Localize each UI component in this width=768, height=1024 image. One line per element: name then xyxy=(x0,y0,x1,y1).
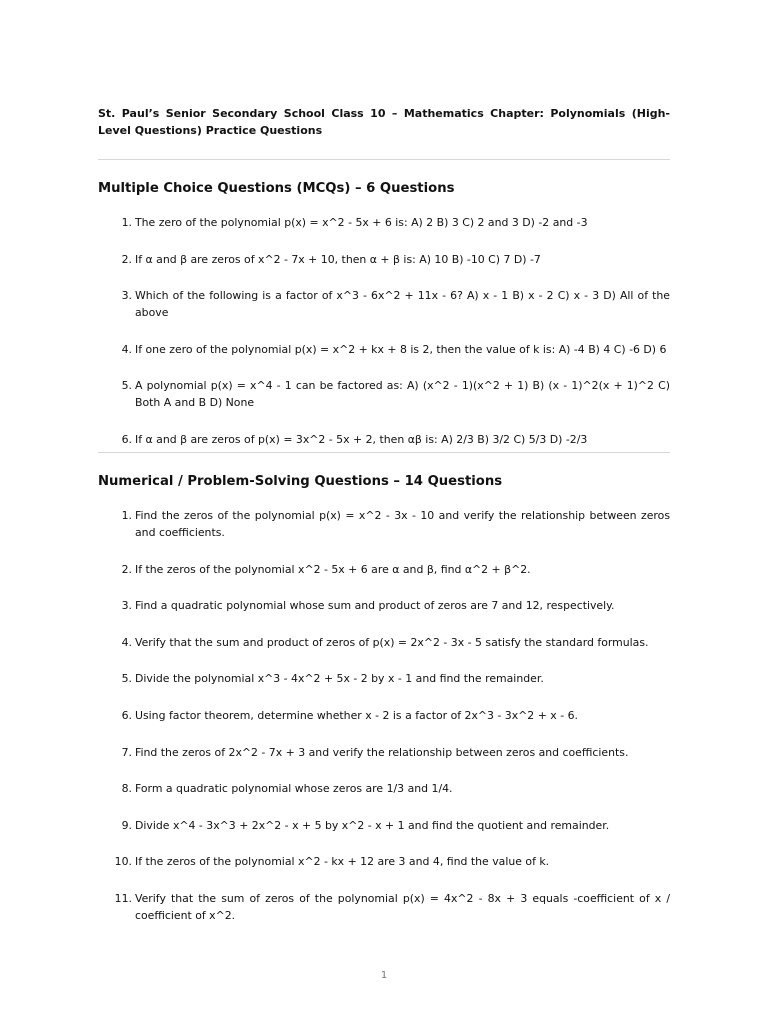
mcq-question-list xyxy=(98,214,670,468)
question-text: Verify that the sum of zeros of the polynomial p(x) = 4x^2 - 8x + 3 equals -coefficient of x / coefficient of x^2. xyxy=(135,891,670,922)
question-text: Verify that the sum and product of zeros of p(x) = 2x^2 - 3x - 5 satisfy the standard formulas. xyxy=(135,635,649,649)
question-item xyxy=(98,597,670,614)
question-text: Form a quadratic polynomial whose zeros are 1/3 and 1/4. xyxy=(135,782,453,796)
question-text: Find a quadratic polynomial whose sum and product of zeros are 7 and 12, respectively. xyxy=(135,599,615,613)
question-item xyxy=(98,431,670,448)
question-text: If the zeros of the polynomial x^2 - 5x + 6 are α and β, find α^2 + β^2. xyxy=(135,562,531,576)
question-text: If α and β are zeros of x^2 - 7x + 10, then α + β is: A) 10 B) -10 C) 7 D) -7 xyxy=(135,252,541,266)
question-number: 6. xyxy=(121,432,132,446)
question-item xyxy=(98,744,670,761)
question-number: 2. xyxy=(121,562,132,576)
question-text: The zero of the polynomial p(x) = x^2 - 5x + 6 is: A) 2 B) 3 C) 2 and 3 D) -2 and -3 xyxy=(135,216,588,229)
question-number: 8. xyxy=(121,782,132,796)
question-number: 2. xyxy=(121,252,132,266)
question-item xyxy=(98,780,670,797)
question-number: 1. xyxy=(121,216,132,229)
question-text: Divide the polynomial x^3 - 4x^2 + 5x - 2 by x - 1 and find the remainder. xyxy=(135,672,544,686)
numerical-question-list xyxy=(98,507,670,944)
question-item xyxy=(98,707,670,724)
question-number: 1. xyxy=(121,509,132,522)
numerical-section-heading: Numerical / Problem-Solving Questions – 14 Questions xyxy=(98,474,503,489)
question-number: 4. xyxy=(121,635,132,649)
question-item xyxy=(98,817,670,834)
question-text: Divide x^4 - 3x^3 + 2x^2 - x + 5 by x^2 - x + 1 and find the quotient and remainder. xyxy=(135,818,610,832)
question-text: If one zero of the polynomial p(x) = x^2 + kx + 8 is 2, then the value of k is: A) -4 B) 4 C) -6 D) 6 xyxy=(135,342,667,356)
question-text: If the zeros of the polynomial x^2 - kx + 12 are 3 and 4, find the value of k. xyxy=(135,855,550,869)
question-item xyxy=(98,251,670,268)
question-item xyxy=(98,853,670,870)
question-text: If α and β are zeros of p(x) = 3x^2 - 5x + 2, then αβ is: A) 2/3 B) 3/2 C) 5/3 D) -2/3 xyxy=(135,432,588,446)
question-item xyxy=(98,377,670,411)
question-text: Find the zeros of 2x^2 - 7x + 3 and verify the relationship between zeros and coefficients. xyxy=(135,745,629,759)
question-text: Find the zeros of the polynomial p(x) = x^2 - 3x - 10 and verify the relationship between zeros and coefficients. xyxy=(135,509,670,539)
question-item xyxy=(98,634,670,651)
question-item xyxy=(98,507,670,541)
document-title: St. Paul’s Senior Secondary School Class 10 – Mathematics Chapter: Polynomials (High-Level Questions) Practice Questions xyxy=(98,107,670,137)
question-text: Which of the following is a factor of x^3 - 6x^2 + 11x - 6? A) x - 1 B) x - 2 C) x - 3 D) All of the above xyxy=(135,289,670,320)
question-number: 11. xyxy=(114,891,132,905)
question-number: 3. xyxy=(121,289,132,303)
question-text: Using factor theorem, determine whether x - 2 is a factor of 2x^3 - 3x^2 + x - 6. xyxy=(135,708,578,722)
question-item xyxy=(98,561,670,578)
question-number: 4. xyxy=(121,342,132,356)
question-item xyxy=(98,214,670,231)
question-number: 9. xyxy=(121,818,132,832)
question-item xyxy=(98,341,670,358)
section-divider xyxy=(98,159,670,160)
mcq-section-heading: Multiple Choice Questions (MCQs) – 6 Questions xyxy=(98,181,455,196)
question-number: 3. xyxy=(121,599,132,613)
question-item xyxy=(98,890,670,924)
question-item xyxy=(98,670,670,687)
question-text: A polynomial p(x) = x^4 - 1 can be factored as: A) (x^2 - 1)(x^2 + 1) B) (x - 1)^2(x + 1)^2 C) Both A and B D) None xyxy=(135,379,670,410)
question-number: 5. xyxy=(121,379,132,393)
section-divider xyxy=(98,452,670,453)
question-number: 10. xyxy=(114,855,132,869)
question-number: 5. xyxy=(121,672,132,686)
page-number: 1 xyxy=(380,970,388,981)
question-number: 7. xyxy=(121,745,132,759)
question-number: 6. xyxy=(121,708,132,722)
question-item xyxy=(98,287,670,321)
